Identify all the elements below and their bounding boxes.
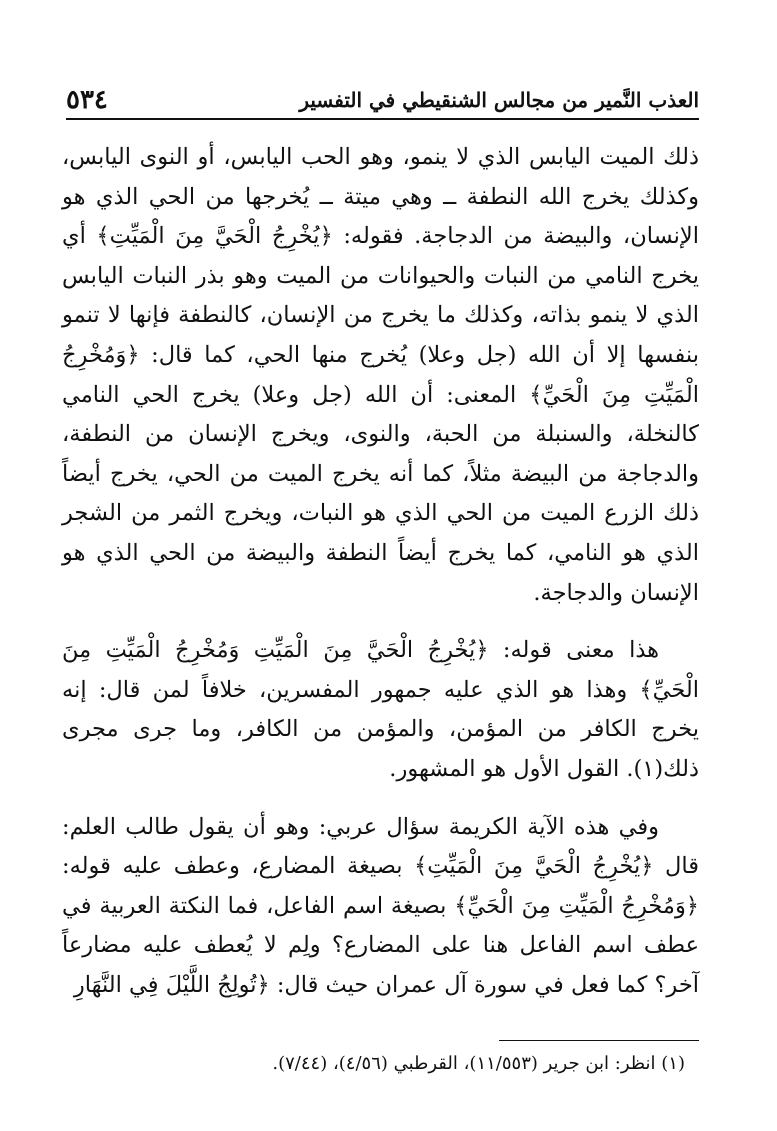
- footnote: (١) انظر: ابن جرير (١١/٥٥٣)، القرطبي (٤/٥٦)، (٧/٤٤).: [272, 1053, 685, 1074]
- paragraph-1: ذلك الميت اليابس الذي لا ينمو، وهو الحب اليابس، أو النوى اليابس، وكذلك يخرج الله النطفة ــ وهي ميتة ــ يُخرجها من الحي الذي هو الإنسان، والبيضة من الدجاجة. فقوله: ﴿يُخْرِجُ الْحَيَّ مِنَ الْمَيِّتِ﴾ أي يخرج النامي من النبات والحيوانات من الميت وهو بذر النبات اليابس الذي لا ينمو بذاته، وكذلك ما يخرج من الإنسان، كالنطفة فإنها لا تنمو بنفسها إلا أن الله (جل وعلا) يُخرج منها الحي، كما قال: ﴿وَمُخْرِجُ الْمَيِّتِ مِنَ الْحَيِّ﴾ المعنى: أن الله (جل وعلا) يخرج الحي النامي كالنخلة، والسنبلة من الحبة، والنوى، ويخرج الإنسان من النطفة، والدجاجة من البيضة مثلاً، كما أنه يخرج الميت من الحي، يخرج أيضاً ذلك الزرع الميت من الحي الذي هو النبات، ويخرج الثمر من الشجر الذي هو النامي، كما يخرج أيضاً النطفة والبيضة من الحي الذي هو الإنسان والدجاجة.: [62, 144, 699, 606]
- paragraph-3: وفي هذه الآية الكريمة سؤال عربي: وهو أن يقول طالب العلم: قال ﴿يُخْرِجُ الْحَيَّ مِنَ الْمَيِّتِ﴾ بصيغة المضارع، وعطف عليه قوله: ﴿وَمُخْرِجُ الْمَيِّتِ مِنَ الْحَيِّ﴾ بصيغة اسم الفاعل، فما النكتة العربية في عطف اسم الفاعل هنا على المضارع؟ ولِم لا يُعطف عليه مضارعاً آخر؟ كما فعل في سورة آل عمران حيث قال: ﴿تُولِجُ اللَّيْلَ فِي النَّهَارِ: [62, 813, 699, 998]
- book-title: العذب النَّمير من مجالس الشنقيطي في التفسير: [299, 88, 699, 112]
- page-header: [66, 78, 699, 120]
- page-number: ٥٣٤: [66, 85, 108, 115]
- footnote-divider: [499, 1040, 699, 1041]
- paragraph-2: هذا معنى قوله: ﴿يُخْرِجُ الْحَيَّ مِنَ الْمَيِّتِ وَمُخْرِجُ الْمَيِّتِ مِنَ الْحَيِّ﴾ وهذا هو الذي عليه جمهور المفسرين، خلافاً لمن قال: إنه يخرج الكافر من المؤمن، والمؤمن من الكافر، وما جرى مجرى ذلك(١). القول الأول هو المشهور.: [62, 637, 699, 782]
- body-text: [62, 138, 699, 1005]
